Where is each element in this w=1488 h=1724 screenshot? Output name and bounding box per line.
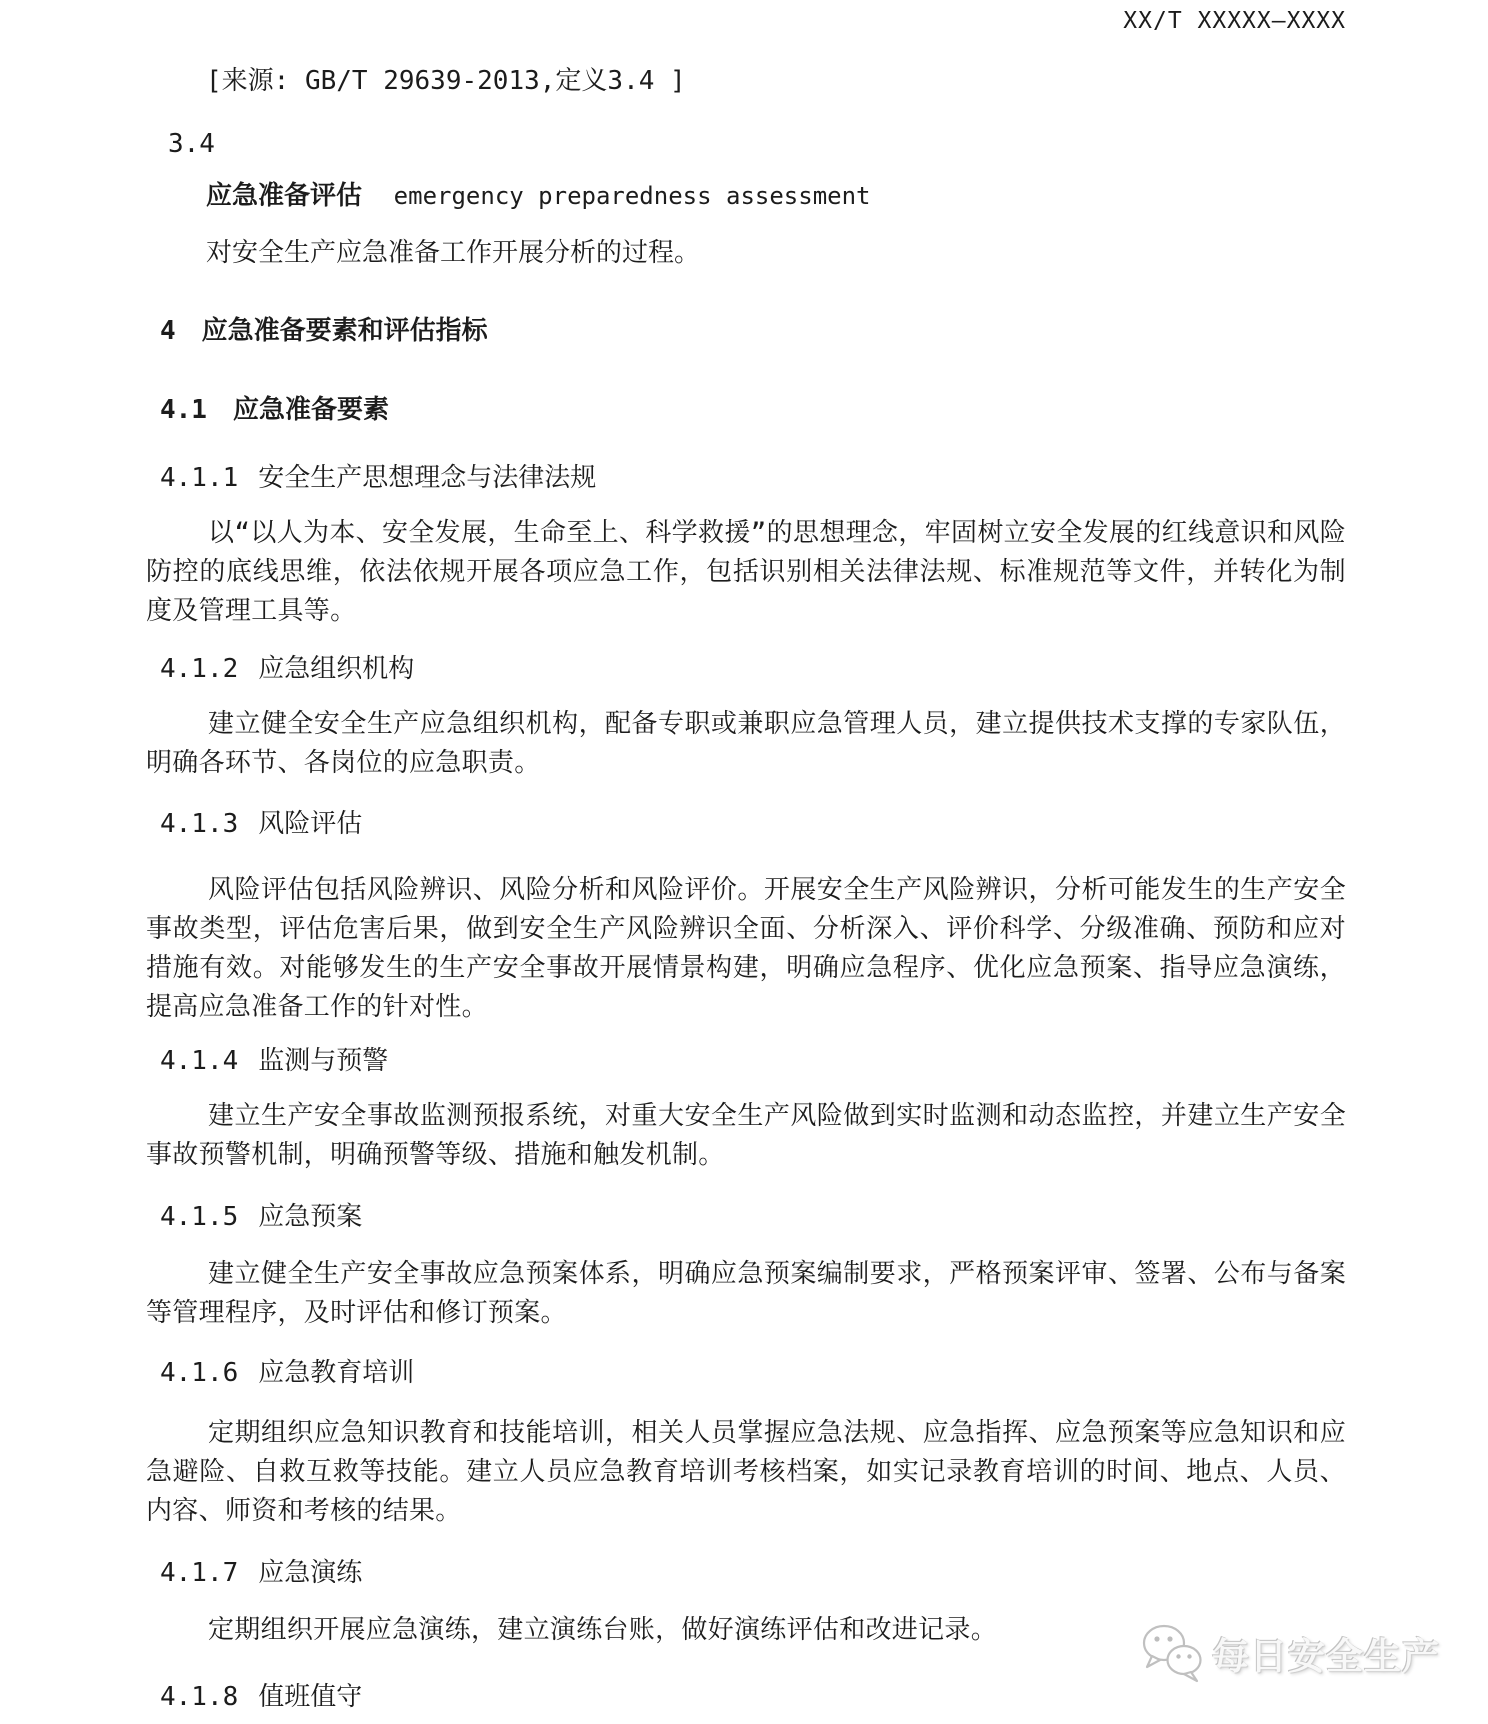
wechat-icon xyxy=(1140,1622,1206,1684)
subsection-paragraph-4-1-7: 定期组织开展应急演练，建立演练台账，做好演练评估和改进记录。 xyxy=(208,1615,998,1645)
subsection-title: 应急预案 xyxy=(258,1202,363,1232)
subsection-paragraph-4-1-5: 建立健全生产安全事故应急预案体系，明确应急预案编制要求，严格预案评审、签署、公布与备案等管理程序，及时评估和修订预案。 xyxy=(146,1259,1346,1328)
source-note: [来源: GB/T 29639-2013,定义3.4 ] xyxy=(206,66,686,96)
subsection-title: 值班值守 xyxy=(258,1682,363,1712)
subsection-title: 风险评估 xyxy=(258,809,363,839)
term-definition: 对安全生产应急准备工作开展分析的过程。 xyxy=(206,238,701,268)
subsection-heading-4-1-7 xyxy=(160,1558,1346,1588)
watermark-text: 每日安全生产 xyxy=(1212,1635,1440,1678)
subsection-number: 4.1.7 xyxy=(160,1558,239,1588)
chapter-title: 应急准备要素和评估指标 xyxy=(201,316,488,346)
subsection-heading-4-1-5 xyxy=(160,1202,1346,1232)
subsection-heading-4-1-4 xyxy=(160,1046,1346,1076)
section-heading xyxy=(160,393,1346,427)
subsection-paragraph-4-1-3: 风险评估包括风险辨识、风险分析和风险评价。开展安全生产风险辨识，分析可能发生的生产安全事故类型，评估危害后果，做到安全生产风险辨识全面、分析深入、评价科学、分级准确、预防和应对措施有效。对能够发生的生产安全事故开展情景构建，明确应急程序、优化应急预案、指导应急演练，提高应急准备工作的针对性。 xyxy=(146,875,1346,1022)
subsection-heading-4-1-1 xyxy=(160,463,1346,493)
chapter-heading xyxy=(160,314,1346,348)
subsection-heading-4-1-6 xyxy=(160,1358,1346,1388)
subsection-paragraph-4-1-2: 建立健全安全生产应急组织机构，配备专职或兼职应急管理人员，建立提供技术支撑的专家队伍，明确各环节、各岗位的应急职责。 xyxy=(146,709,1346,778)
term-line xyxy=(206,181,1346,211)
subsection-number: 4.1.5 xyxy=(160,1202,239,1232)
watermark xyxy=(1140,1622,1440,1684)
subsection-heading-4-1-3 xyxy=(160,809,1346,839)
term-number: 3.4 xyxy=(168,129,215,159)
subsection-number: 4.1.3 xyxy=(160,809,239,839)
section-title: 应急准备要素 xyxy=(232,395,389,425)
subsection-number: 4.1.2 xyxy=(160,654,239,684)
subsection-number: 4.1.1 xyxy=(160,463,239,493)
subsection-heading-4-1-8 xyxy=(160,1682,1346,1712)
subsection-paragraph-4-1-1: 以“以人为本、安全发展，生命至上、科学救援”的思想理念，牢固树立安全发展的红线意识和风险防控的底线思维，依法依规开展各项应急工作，包括识别相关法律法规、标准规范等文件，并转化为制度及管理工具等。 xyxy=(146,518,1346,626)
subsection-title: 应急教育培训 xyxy=(258,1358,415,1388)
subsection-number: 4.1.6 xyxy=(160,1358,239,1388)
subsection-paragraph-4-1-4: 建立生产安全事故监测预报系统，对重大安全生产风险做到实时监测和动态监控，并建立生产安全事故预警机制，明确预警等级、措施和触发机制。 xyxy=(146,1101,1346,1170)
subsection-heading-4-1-2 xyxy=(160,654,1346,684)
section-number: 4.1 xyxy=(160,395,207,425)
subsection-number: 4.1.8 xyxy=(160,1682,239,1712)
subsection-number: 4.1.4 xyxy=(160,1046,239,1076)
subsection-title: 监测与预警 xyxy=(258,1046,389,1076)
term-english: emergency preparedness assessment xyxy=(393,182,871,210)
subsection-title: 应急演练 xyxy=(258,1558,363,1588)
subsection-title: 应急组织机构 xyxy=(258,654,415,684)
standard-number-header: XX/T XXXXX—XXXX xyxy=(1123,8,1346,34)
subsection-title: 安全生产思想理念与法律法规 xyxy=(258,463,597,493)
subsection-paragraph-4-1-6: 定期组织应急知识教育和技能培训，相关人员掌握应急法规、应急指挥、应急预案等应急知识和应急避险、自救互救等技能。建立人员应急教育培训考核档案，如实记录教育培训的时间、地点、人员、内容、师资和考核的结果。 xyxy=(146,1418,1346,1526)
chapter-number: 4 xyxy=(160,316,176,346)
document-body xyxy=(146,0,1346,1712)
term-chinese: 应急准备评估 xyxy=(206,181,363,211)
